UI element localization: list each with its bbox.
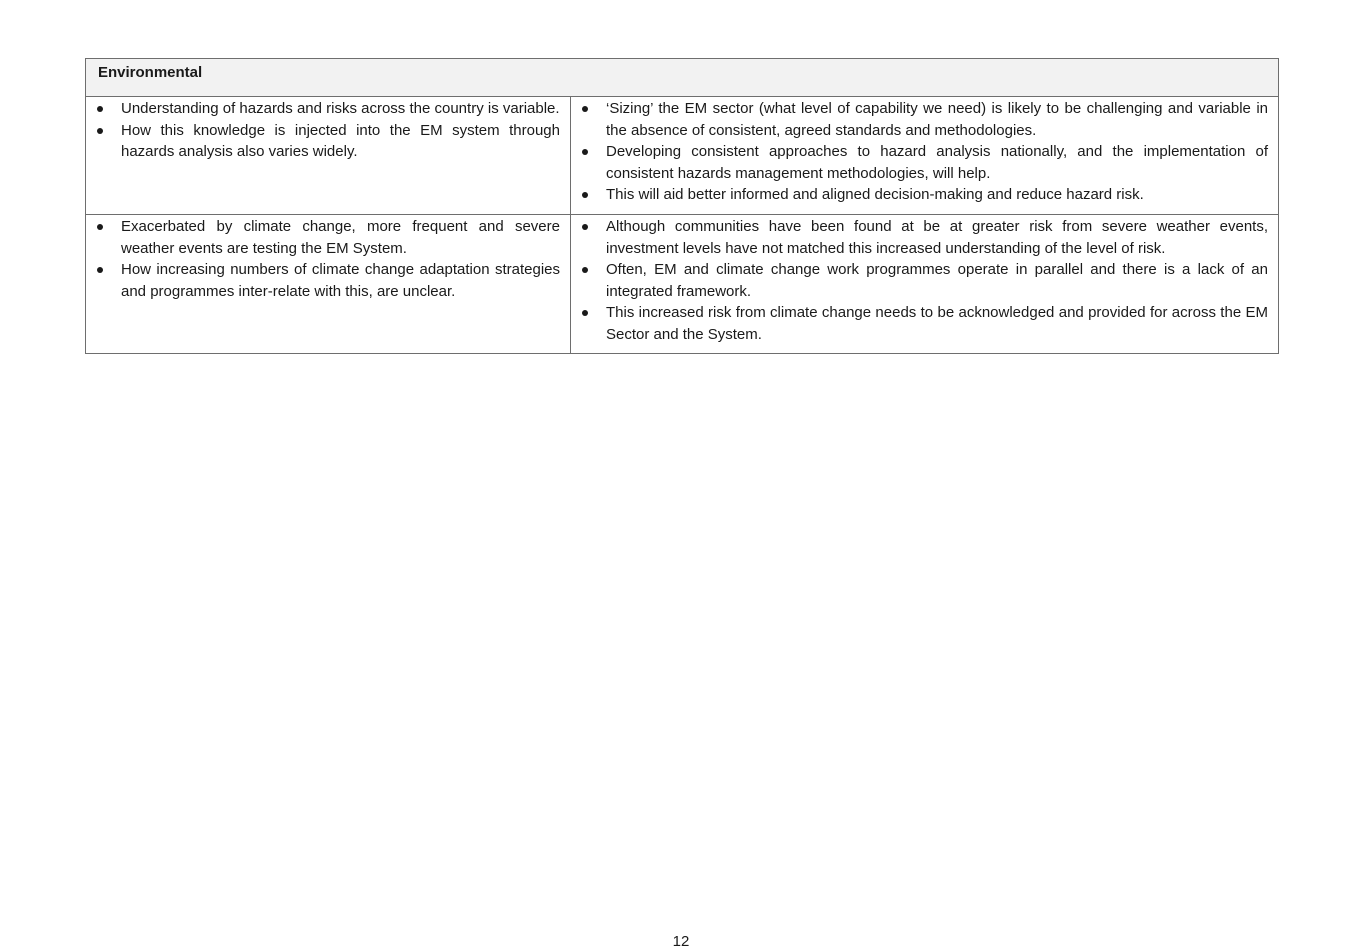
implication-cell xyxy=(571,97,1279,215)
bullet-item: Often, EM and climate change work programmes operate in parallel and there is a lack of an integrated framework. xyxy=(581,259,1268,302)
bullet-list xyxy=(581,98,1268,206)
issue-cell xyxy=(86,97,571,215)
bullet-item: Although communities have been found at be at greater risk from severe weather events, investment levels have not matched this increased understanding of the level of risk. xyxy=(581,216,1268,259)
table-row xyxy=(86,215,1279,354)
bullet-list xyxy=(96,98,560,163)
bullet-item: Understanding of hazards and risks across the country is variable. xyxy=(96,98,560,120)
bullet-item: Exacerbated by climate change, more frequent and severe weather events are testing the EM System. xyxy=(96,216,560,259)
section-title: Environmental xyxy=(98,64,203,81)
table-header-row xyxy=(86,59,1279,97)
bullet-item: Developing consistent approaches to hazard analysis nationally, and the implementation of consistent hazards management methodologies, will help. xyxy=(581,141,1268,184)
section-header-cell xyxy=(86,59,1279,97)
bullet-item: This increased risk from climate change needs to be acknowledged and provided for across the EM Sector and the System. xyxy=(581,302,1268,345)
page-number: 12 xyxy=(672,933,690,950)
environmental-table xyxy=(85,58,1279,354)
table-row xyxy=(86,97,1279,215)
implication-cell xyxy=(571,215,1279,354)
bullet-item: This will aid better informed and aligned decision-making and reduce hazard risk. xyxy=(581,184,1268,206)
bullet-list xyxy=(96,216,560,302)
bullet-item: ‘Sizing’ the EM sector (what level of capability we need) is likely to be challenging and variable in the absence of consistent, agreed standards and methodologies. xyxy=(581,98,1268,141)
bullet-item: How increasing numbers of climate change adaptation strategies and programmes inter-relate with this, are unclear. xyxy=(96,259,560,302)
bullet-list xyxy=(581,216,1268,345)
issue-cell xyxy=(86,215,571,354)
bullet-item: How this knowledge is injected into the EM system through hazards analysis also varies widely. xyxy=(96,120,560,163)
